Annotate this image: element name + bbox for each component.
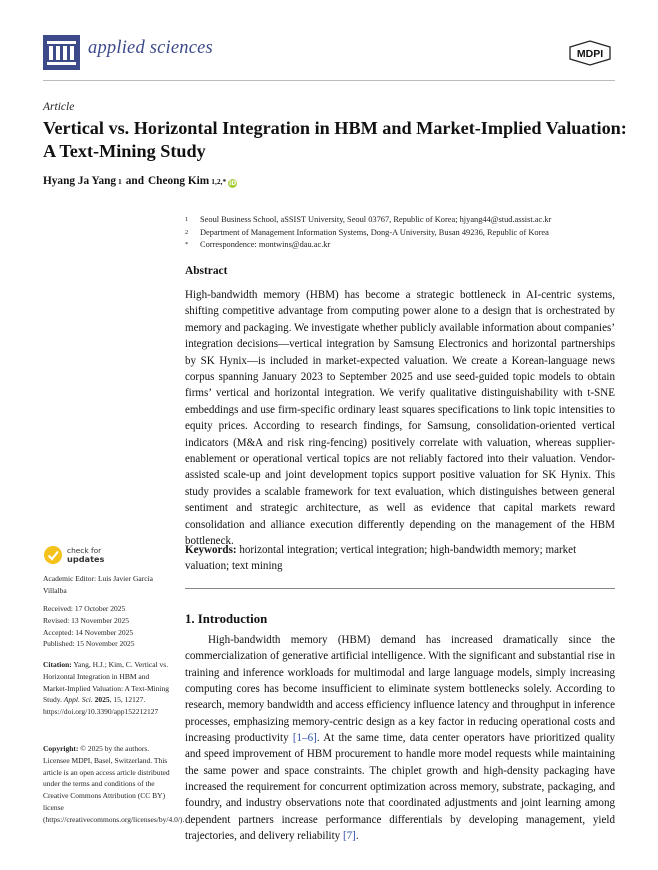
updates-line1: check for bbox=[67, 545, 102, 555]
section-heading-introduction: 1. Introduction bbox=[185, 612, 268, 626]
abstract-text: High-bandwidth memory (HBM) has become a strategic bottleneck in AI-centric systems, shifting competitive advantage from computing power alone to a design that is orchestrated by memory and packaging. We investigate whether publicly available information about companies’ integration decisions—vertical integration by Samsung Electronics and horizontal partnerships by SK Hynix—is included in market-expected valuation. We create a Korean-language news corpus spanning January 2023 to September 2025 and use seed-guided topic models to obtain firms’ vertical and horizontal integration. We verify qualitative distinguishability with t-SNE embeddings and use firm-specific ordinary least squares specifications to link topic intensities to equity prices. According to research findings, for Samsung, consolidation-oriented vertical indicators (M&A and risk ring-fencing) positively correlate with valuation, whereas supplier-enablement or operational vertical topics are not reliably factored into their valuation. Vendor-assisted scale-up and joint development topics support positive valuation for SK Hynix. This study provides a scalable framework for text evaluation, which distinguishes between general sentiment and strategic architecture, as well as evidence that capital markets reward consolidation and alliance execution differently depending on the management of the HBM bottleneck. bbox=[185, 289, 615, 548]
date-received: Received: 17 October 2025 bbox=[43, 604, 126, 613]
updates-line2: updates bbox=[67, 553, 105, 564]
copyright-text: © 2025 by the authors. Licensee MDPI, Basel, Switzerland. This article is an open access article distributed under the terms and conditions of the Creative Commons Attribution (CC BY) license (https://creativecommons.org/licenses/by/4.0/). bbox=[43, 744, 185, 824]
citation-link[interactable]: [7] bbox=[342, 830, 356, 843]
intro-text: . bbox=[355, 830, 359, 843]
citation-block bbox=[43, 659, 175, 718]
orcid-icon[interactable]: iD bbox=[229, 180, 237, 187]
header-divider bbox=[43, 80, 615, 81]
mdpi-logo bbox=[566, 40, 614, 66]
author-name[interactable]: Hyang Ja Yang bbox=[43, 175, 117, 187]
affiliation-item bbox=[185, 227, 551, 240]
affiliation-mark: * bbox=[185, 241, 189, 248]
date-revised: Revised: 13 November 2025 bbox=[43, 615, 130, 625]
citation-link[interactable]: [1–6] bbox=[292, 732, 317, 745]
affiliations bbox=[185, 214, 551, 252]
keywords bbox=[185, 542, 615, 574]
check-updates-icon bbox=[43, 545, 63, 565]
abstract-heading: Abstract bbox=[185, 265, 228, 277]
introduction-paragraph bbox=[185, 632, 615, 844]
affiliation-text: Department of Management Information Systems, Dong-A University, Busan 49236, Republic of Korea bbox=[200, 227, 549, 237]
copyright-block bbox=[43, 743, 185, 826]
author-conjunction: and bbox=[125, 175, 144, 187]
citation-journal: Appl. Sci. bbox=[63, 695, 93, 705]
citation-label: Citation: bbox=[43, 660, 72, 669]
correspondence-text: Correspondence: montwins@dau.ac.kr bbox=[200, 240, 331, 249]
article-title: Vertical vs. Horizontal Integration in HBM and Market-Implied Valuation: A Text-Mining Study bbox=[43, 118, 627, 161]
date-accepted: Accepted: 14 November 2025 bbox=[43, 627, 134, 637]
section-divider bbox=[185, 588, 615, 589]
intro-text: . At the same time, data center operators have prioritized quality and speed improvement of HBM procurement to handle more model requests while maintaining the same power and space constraints. The chiplet growth and high-density packaging have increased the requirement for concurrent optimization across memory, substrate, packaging, and foundry, and industry observations note that coordinated adjustments and joint learning among dependent partners increase performance differentials by developing management, yield trajectories, and delivery reliability bbox=[185, 732, 615, 843]
academic-editor: Academic Editor: Luis Javier García Villalba bbox=[43, 574, 153, 595]
dates-block bbox=[43, 603, 175, 650]
publisher-name: MDPI bbox=[576, 48, 604, 60]
journal-name: applied sciences bbox=[88, 38, 213, 58]
keywords-text: horizontal integration; vertical integration; high-bandwidth memory; market valuation; text mining bbox=[185, 544, 577, 572]
citation-doi[interactable]: , 15, 12127. https://doi.org/10.3390/app152212127 bbox=[43, 695, 159, 717]
keywords-label: Keywords: bbox=[185, 544, 237, 556]
updates-label bbox=[67, 547, 104, 564]
date-published: Published: 15 November 2025 bbox=[43, 639, 135, 649]
journal-logo-icon bbox=[43, 35, 80, 70]
author-list bbox=[43, 175, 237, 187]
author-affil-mark: 1 bbox=[118, 177, 122, 186]
intro-text: High-bandwidth memory (HBM) demand has increased dramatically since the commercialization of generative artificial intelligence. With the significant and substantial rise in training and inference workloads for multimodal and large language models, simply increasing computing cores has become insufficient to eliminate system bottlenecks solely. According to research, memory bandwidth and access efficiency influence latency and throughput in inference processes, emphasizing memory-centric design as a key factor in reducing operational costs and increasing productivity bbox=[185, 634, 615, 745]
affiliation-item bbox=[185, 214, 551, 227]
affiliation-mark: 1 bbox=[185, 216, 189, 223]
affiliation-text: Seoul Business School, aSSIST University, Seoul 03767, Republic of Korea; hjyang44@stud.assist.ac.kr bbox=[200, 215, 552, 224]
copyright-label: Copyright: bbox=[43, 744, 79, 753]
author-name[interactable]: Cheong Kim bbox=[148, 175, 210, 187]
article-type: Article bbox=[43, 101, 75, 113]
author-affil-mark: 1,2,* bbox=[211, 177, 227, 186]
affiliation-item bbox=[185, 239, 551, 252]
check-for-updates-badge[interactable] bbox=[43, 545, 104, 565]
citation-year: 2025 bbox=[94, 695, 110, 705]
affiliation-mark: 2 bbox=[185, 228, 189, 236]
citation-text: Yang, H.J.; Kim, C. Vertical vs. Horizontal Integration in HBM and Market-Implied Valuation: A Text-Mining Study. bbox=[43, 660, 170, 705]
